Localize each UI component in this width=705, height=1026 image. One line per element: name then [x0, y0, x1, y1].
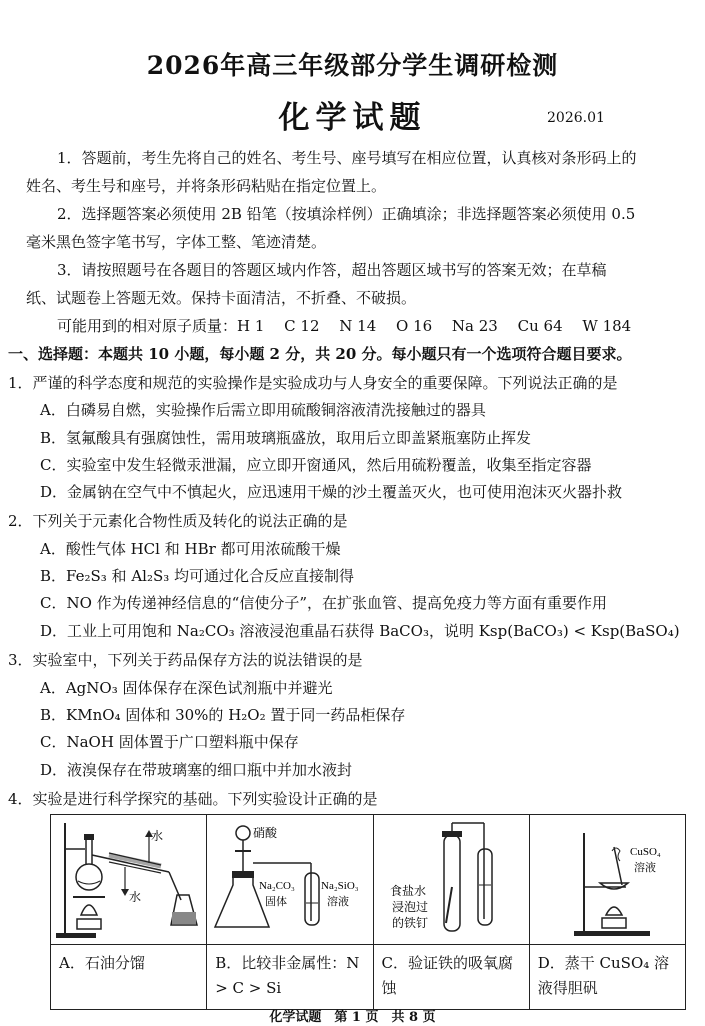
exam-title: 2026年高三年级部分学生调研检测: [146, 51, 559, 80]
exam-date: 2026.01: [547, 110, 605, 126]
iron-corrosion-apparatus-icon: [374, 815, 528, 943]
q2-stem: 2．下列关于元素化合物性质及转化的说法正确的是: [8, 512, 348, 530]
q3-stem: 3．实验室中，下列关于药品保存方法的说法错误的是: [8, 651, 363, 669]
q4-option-b: B．比较非金属性：N > C > Si: [207, 945, 373, 1010]
q1-option-b: B．氢氟酸具有强腐蚀性，需用玻璃瓶盛放，取用后立即盖紧瓶塞防止挥发: [40, 429, 532, 447]
label-water-out: 水: [151, 829, 164, 843]
label-nitric-acid: 硝酸: [253, 826, 278, 840]
label-iron-nail: 的铁钉: [391, 916, 428, 930]
q3-option-b: B．KMnO₄ 固体和 30%的 H₂O₂ 置于同一药品柜保存: [40, 706, 406, 724]
label-sodium-carbonate: Na₂CO₃: [259, 880, 295, 892]
gas-generation-apparatus-icon: [207, 815, 371, 943]
q4-figure-b: [207, 815, 373, 945]
q2-option-d: D．工业上可用饱和 Na₂CO₃ 溶液浸泡重晶石获得 BaCO₃，说明 Ksp(BaCO₃) < Ksp(BaSO₄): [40, 622, 680, 640]
subject-title: 化学试题: [278, 100, 427, 136]
q1-option-c: C．实验室中发生轻微汞泄漏，应立即开窗通风，然后用硫粉覆盖，收集至指定容器: [40, 456, 592, 474]
atomic-masses: 可能用到的相对原子质量：H 1 C 12 N 14 O 16 Na 23 Cu 64 W 184: [57, 317, 632, 335]
q4-figure-a: [51, 815, 207, 945]
q4-figure-d: [529, 815, 685, 945]
q3-option-d: D．液溴保存在带玻璃塞的细口瓶中并加水液封: [40, 761, 353, 779]
q2-option-a: A．酸性气体 HCl 和 HBr 都可用浓硫酸干燥: [40, 540, 341, 558]
q1-option-a: A．白磷易自燃，实验操作后需立即用硫酸铜溶液清洗接触过的器具: [40, 401, 486, 419]
page-footer: 化学试题 第 1 页 共 8 页: [269, 1010, 436, 1025]
label-solid: 固体: [265, 896, 288, 908]
note-1: 1．答题前，考生先将自己的姓名、考生号、座号填写在相应位置，认真核对条形码上的: [57, 149, 637, 167]
label-copper-sulfate: CuSO₄: [629, 846, 661, 858]
q2-option-c: C．NO 作为传递神经信息的“信使分子”，在扩张血管、提高免疫力等方面有重要作用: [40, 594, 608, 612]
label-brine: 食盐水: [389, 884, 426, 898]
q4-stem: 4．实验是进行科学探究的基础。下列实验设计正确的是: [8, 790, 378, 808]
section-heading: 一、选择题：本题共 10 小题，每小题 2 分，共 20 分。每小题只有一个选项符合题目要求。: [8, 345, 632, 363]
q1-option-d: D．金属钠在空气中不慎起火，应迅速用干燥的沙土覆盖灭火，也可使用泡沫灭火器扑救: [40, 483, 623, 501]
q4-option-c: C．验证铁的吸氧腐蚀: [373, 945, 529, 1010]
q4-option-d: D．蒸干 CuSO₄ 溶液得胆矾: [529, 945, 685, 1010]
distillation-apparatus-icon: [51, 815, 205, 943]
note-2-cont: 毫米黑色签字笔书写，字体工整、笔迹清楚。: [26, 233, 327, 251]
q1-stem: 1．严谨的科学态度和规范的实验操作是实验成功与人身安全的重要保障。下列说法正确的是: [8, 374, 618, 392]
q3-option-a: A．AgNO₃ 固体保存在深色试剂瓶中并避光: [40, 679, 333, 697]
label-solution: 溶液: [327, 896, 350, 908]
q4-figure-c: [373, 815, 529, 945]
q4-option-a: A．石油分馏: [51, 945, 207, 1010]
q2-option-b: B．Fe₂S₃ 和 Al₂S₃ 均可通过化合反应直接制得: [40, 567, 355, 585]
evaporation-apparatus-icon: [530, 815, 684, 943]
label-sodium-silicate: Na₂SiO₃: [321, 880, 359, 892]
note-3: 3．请按照题号在各题目的答题区域内作答，超出答题区域书写的答案无效；在草稿: [57, 261, 607, 279]
q4-experiment-table: [50, 814, 686, 1010]
note-1-cont: 姓名、考生号和座号，并将条形码粘贴在指定位置上。: [26, 177, 387, 195]
label-soaked: 浸泡过: [391, 900, 428, 914]
note-3-cont: 纸、试题卷上答题无效。保持卡面清洁，不折叠、不破损。: [26, 289, 417, 307]
label-water-in: 水: [129, 890, 142, 904]
label-solution-d: 溶液: [633, 862, 656, 874]
note-2: 2．选择题答案必须使用 2B 铅笔（按填涂样例）正确填涂；非选择题答案必须使用 0.5: [57, 205, 636, 223]
q3-option-c: C．NaOH 固体置于广口塑料瓶中保存: [40, 733, 299, 751]
